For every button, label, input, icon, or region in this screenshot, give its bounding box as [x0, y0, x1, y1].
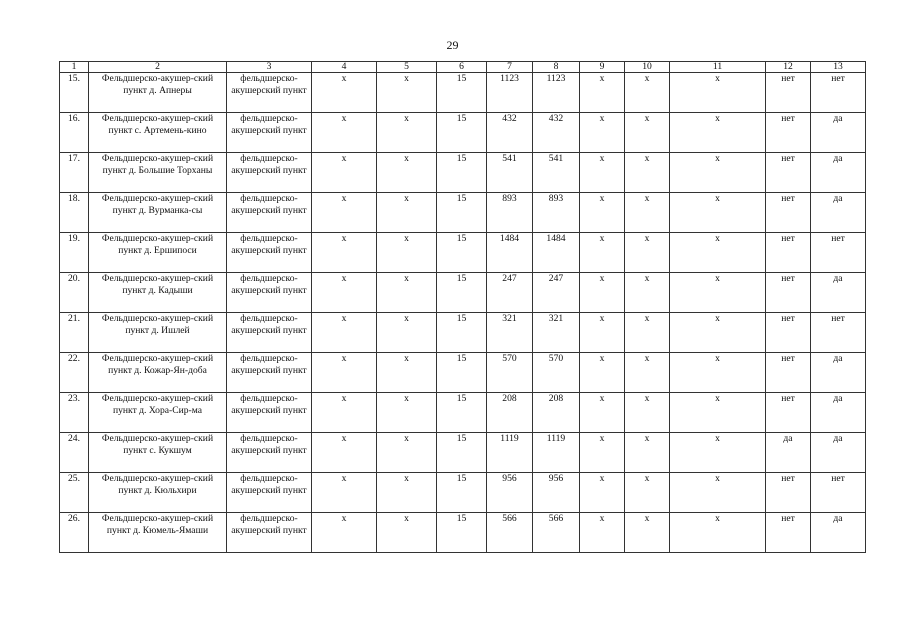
col-12-cell: нет — [766, 513, 811, 553]
page-number: 29 — [446, 38, 459, 52]
col-11-cell: x — [670, 153, 766, 193]
column-header-1: 1 — [60, 62, 89, 73]
column-header-13: 13 — [811, 62, 866, 73]
col-5-cell: x — [377, 393, 437, 433]
col-4-cell: x — [312, 73, 377, 113]
column-header-9: 9 — [580, 62, 625, 73]
col-11-cell: x — [670, 473, 766, 513]
col-6-cell: 15 — [437, 233, 487, 273]
col-10-cell: x — [625, 233, 670, 273]
facility-type-cell: фельдшерско-акушерский пункт — [227, 233, 312, 273]
col-8-cell: 1123 — [533, 73, 580, 113]
facility-type-cell: фельдшерско-акушерский пункт — [227, 353, 312, 393]
col-8-cell: 321 — [533, 313, 580, 353]
col-5-cell: x — [377, 153, 437, 193]
table-body — [60, 73, 866, 553]
row-number-cell: 25. — [60, 473, 89, 513]
facility-name-cell: Фельдшерско-акушер-ский пункт с. Артемень-кино — [89, 113, 227, 153]
col-11-cell: x — [670, 193, 766, 233]
col-10-cell: x — [625, 353, 670, 393]
facility-name-cell: Фельдшерско-акушер-ский пункт д. Кожар-Ян-доба — [89, 353, 227, 393]
col-13-cell: нет — [811, 233, 866, 273]
facility-name-cell: Фельдшерско-акушер-ский пункт д. Ишлей — [89, 313, 227, 353]
facility-name-cell: Фельдшерско-акушер-ский пункт д. Кадыши — [89, 273, 227, 313]
col-13-cell: да — [811, 193, 866, 233]
col-9-cell: x — [580, 153, 625, 193]
col-6-cell: 15 — [437, 433, 487, 473]
col-7-cell: 208 — [487, 393, 533, 433]
col-7-cell: 1484 — [487, 233, 533, 273]
col-12-cell: нет — [766, 313, 811, 353]
col-6-cell: 15 — [437, 153, 487, 193]
col-6-cell: 15 — [437, 513, 487, 553]
facility-type-cell: фельдшерско-акушерский пункт — [227, 193, 312, 233]
col-11-cell: x — [670, 393, 766, 433]
col-12-cell: да — [766, 433, 811, 473]
facility-type-cell: фельдшерско-акушерский пункт — [227, 473, 312, 513]
col-4-cell: x — [312, 393, 377, 433]
col-9-cell: x — [580, 193, 625, 233]
col-5-cell: x — [377, 473, 437, 513]
row-number-cell: 16. — [60, 113, 89, 153]
col-13-cell: да — [811, 153, 866, 193]
col-5-cell: x — [377, 513, 437, 553]
col-12-cell: нет — [766, 353, 811, 393]
col-4-cell: x — [312, 113, 377, 153]
col-8-cell: 956 — [533, 473, 580, 513]
col-7-cell: 566 — [487, 513, 533, 553]
col-5-cell: x — [377, 353, 437, 393]
col-7-cell: 432 — [487, 113, 533, 153]
facility-name-cell: Фельдшерско-акушер-ский пункт д. Большие Торханы — [89, 153, 227, 193]
col-9-cell: x — [580, 273, 625, 313]
facility-type-cell: фельдшерско-акушерский пункт — [227, 273, 312, 313]
col-7-cell: 1119 — [487, 433, 533, 473]
col-7-cell: 321 — [487, 313, 533, 353]
facility-type-cell: фельдшерско-акушерский пункт — [227, 73, 312, 113]
col-12-cell: нет — [766, 473, 811, 513]
col-8-cell: 247 — [533, 273, 580, 313]
col-10-cell: x — [625, 193, 670, 233]
col-12-cell: нет — [766, 153, 811, 193]
row-number-cell: 26. — [60, 513, 89, 553]
col-6-cell: 15 — [437, 113, 487, 153]
facility-type-cell: фельдшерско-акушерский пункт — [227, 393, 312, 433]
col-10-cell: x — [625, 473, 670, 513]
column-header-11: 11 — [670, 62, 766, 73]
col-8-cell: 1484 — [533, 233, 580, 273]
col-7-cell: 956 — [487, 473, 533, 513]
row-number-cell: 18. — [60, 193, 89, 233]
col-11-cell: x — [670, 233, 766, 273]
col-10-cell: x — [625, 73, 670, 113]
col-6-cell: 15 — [437, 273, 487, 313]
col-7-cell: 893 — [487, 193, 533, 233]
col-5-cell: x — [377, 233, 437, 273]
col-7-cell: 570 — [487, 353, 533, 393]
col-11-cell: x — [670, 353, 766, 393]
col-4-cell: x — [312, 153, 377, 193]
col-8-cell: 1119 — [533, 433, 580, 473]
facility-name-cell: Фельдшерско-акушер-ский пункт д. Апнеры — [89, 73, 227, 113]
col-13-cell: да — [811, 513, 866, 553]
col-7-cell: 247 — [487, 273, 533, 313]
row-number-cell: 19. — [60, 233, 89, 273]
row-number-cell: 21. — [60, 313, 89, 353]
col-9-cell: x — [580, 73, 625, 113]
col-8-cell: 208 — [533, 393, 580, 433]
column-header-6: 6 — [437, 62, 487, 73]
col-10-cell: x — [625, 393, 670, 433]
col-10-cell: x — [625, 433, 670, 473]
col-4-cell: x — [312, 473, 377, 513]
col-6-cell: 15 — [437, 193, 487, 233]
col-10-cell: x — [625, 313, 670, 353]
col-4-cell: x — [312, 433, 377, 473]
facility-type-cell: фельдшерско-акушерский пункт — [227, 513, 312, 553]
col-9-cell: x — [580, 353, 625, 393]
row-number-cell: 20. — [60, 273, 89, 313]
col-13-cell: нет — [811, 73, 866, 113]
column-header-8: 8 — [533, 62, 580, 73]
col-8-cell: 570 — [533, 353, 580, 393]
col-5-cell: x — [377, 313, 437, 353]
table-row — [60, 393, 866, 433]
col-6-cell: 15 — [437, 473, 487, 513]
col-5-cell: x — [377, 113, 437, 153]
column-header-12: 12 — [766, 62, 811, 73]
col-9-cell: x — [580, 393, 625, 433]
facility-name-cell: Фельдшерско-акушер-ский пункт с. Кукшум — [89, 433, 227, 473]
table-row — [60, 233, 866, 273]
col-4-cell: x — [312, 193, 377, 233]
table-row — [60, 433, 866, 473]
facility-name-cell: Фельдшерско-акушер-ский пункт д. Кюмель-Ямаши — [89, 513, 227, 553]
col-9-cell: x — [580, 433, 625, 473]
col-12-cell: нет — [766, 233, 811, 273]
col-10-cell: x — [625, 273, 670, 313]
col-5-cell: x — [377, 433, 437, 473]
col-13-cell: да — [811, 113, 866, 153]
col-4-cell: x — [312, 233, 377, 273]
table-row — [60, 153, 866, 193]
facility-name-cell: Фельдшерско-акушер-ский пункт д. Хора-Сир-ма — [89, 393, 227, 433]
column-header-2: 2 — [89, 62, 227, 73]
table-row — [60, 273, 866, 313]
column-header-10: 10 — [625, 62, 670, 73]
col-12-cell: нет — [766, 113, 811, 153]
row-number-cell: 17. — [60, 153, 89, 193]
col-9-cell: x — [580, 233, 625, 273]
col-11-cell: x — [670, 513, 766, 553]
col-9-cell: x — [580, 513, 625, 553]
col-4-cell: x — [312, 313, 377, 353]
col-12-cell: нет — [766, 193, 811, 233]
col-11-cell: x — [670, 73, 766, 113]
col-7-cell: 1123 — [487, 73, 533, 113]
col-9-cell: x — [580, 473, 625, 513]
col-5-cell: x — [377, 193, 437, 233]
col-6-cell: 15 — [437, 393, 487, 433]
col-6-cell: 15 — [437, 313, 487, 353]
facility-name-cell: Фельдшерско-акушер-ский пункт д. Вурманка-сы — [89, 193, 227, 233]
table-row — [60, 73, 866, 113]
col-13-cell: да — [811, 353, 866, 393]
col-5-cell: x — [377, 273, 437, 313]
row-number-cell: 24. — [60, 433, 89, 473]
col-13-cell: да — [811, 433, 866, 473]
col-13-cell: да — [811, 273, 866, 313]
col-11-cell: x — [670, 113, 766, 153]
col-8-cell: 566 — [533, 513, 580, 553]
column-header-3: 3 — [227, 62, 312, 73]
col-4-cell: x — [312, 353, 377, 393]
col-10-cell: x — [625, 113, 670, 153]
col-8-cell: 541 — [533, 153, 580, 193]
column-header-5: 5 — [377, 62, 437, 73]
col-10-cell: x — [625, 153, 670, 193]
data-table — [59, 61, 866, 553]
table-row — [60, 513, 866, 553]
facility-type-cell: фельдшерско-акушерский пункт — [227, 433, 312, 473]
col-12-cell: нет — [766, 273, 811, 313]
table-row — [60, 193, 866, 233]
facility-name-cell: Фельдшерско-акушер-ский пункт д. Ершипоси — [89, 233, 227, 273]
col-13-cell: да — [811, 393, 866, 433]
facility-name-cell: Фельдшерско-акушер-ский пункт д. Кюльхири — [89, 473, 227, 513]
col-7-cell: 541 — [487, 153, 533, 193]
header-row — [60, 62, 866, 73]
table-row — [60, 113, 866, 153]
col-13-cell: нет — [811, 313, 866, 353]
col-11-cell: x — [670, 273, 766, 313]
col-4-cell: x — [312, 273, 377, 313]
column-header-7: 7 — [487, 62, 533, 73]
col-8-cell: 893 — [533, 193, 580, 233]
facility-type-cell: фельдшерско-акушерский пункт — [227, 153, 312, 193]
row-number-cell: 22. — [60, 353, 89, 393]
row-number-cell: 15. — [60, 73, 89, 113]
table-row — [60, 313, 866, 353]
row-number-cell: 23. — [60, 393, 89, 433]
col-13-cell: нет — [811, 473, 866, 513]
col-12-cell: нет — [766, 73, 811, 113]
column-header-4: 4 — [312, 62, 377, 73]
col-11-cell: x — [670, 313, 766, 353]
col-6-cell: 15 — [437, 73, 487, 113]
table-row — [60, 473, 866, 513]
col-6-cell: 15 — [437, 353, 487, 393]
col-4-cell: x — [312, 513, 377, 553]
col-9-cell: x — [580, 113, 625, 153]
col-11-cell: x — [670, 433, 766, 473]
facility-type-cell: фельдшерско-акушерский пункт — [227, 313, 312, 353]
col-5-cell: x — [377, 73, 437, 113]
facility-type-cell: фельдшерско-акушерский пункт — [227, 113, 312, 153]
col-9-cell: x — [580, 313, 625, 353]
table-row — [60, 353, 866, 393]
col-10-cell: x — [625, 513, 670, 553]
col-8-cell: 432 — [533, 113, 580, 153]
col-12-cell: нет — [766, 393, 811, 433]
